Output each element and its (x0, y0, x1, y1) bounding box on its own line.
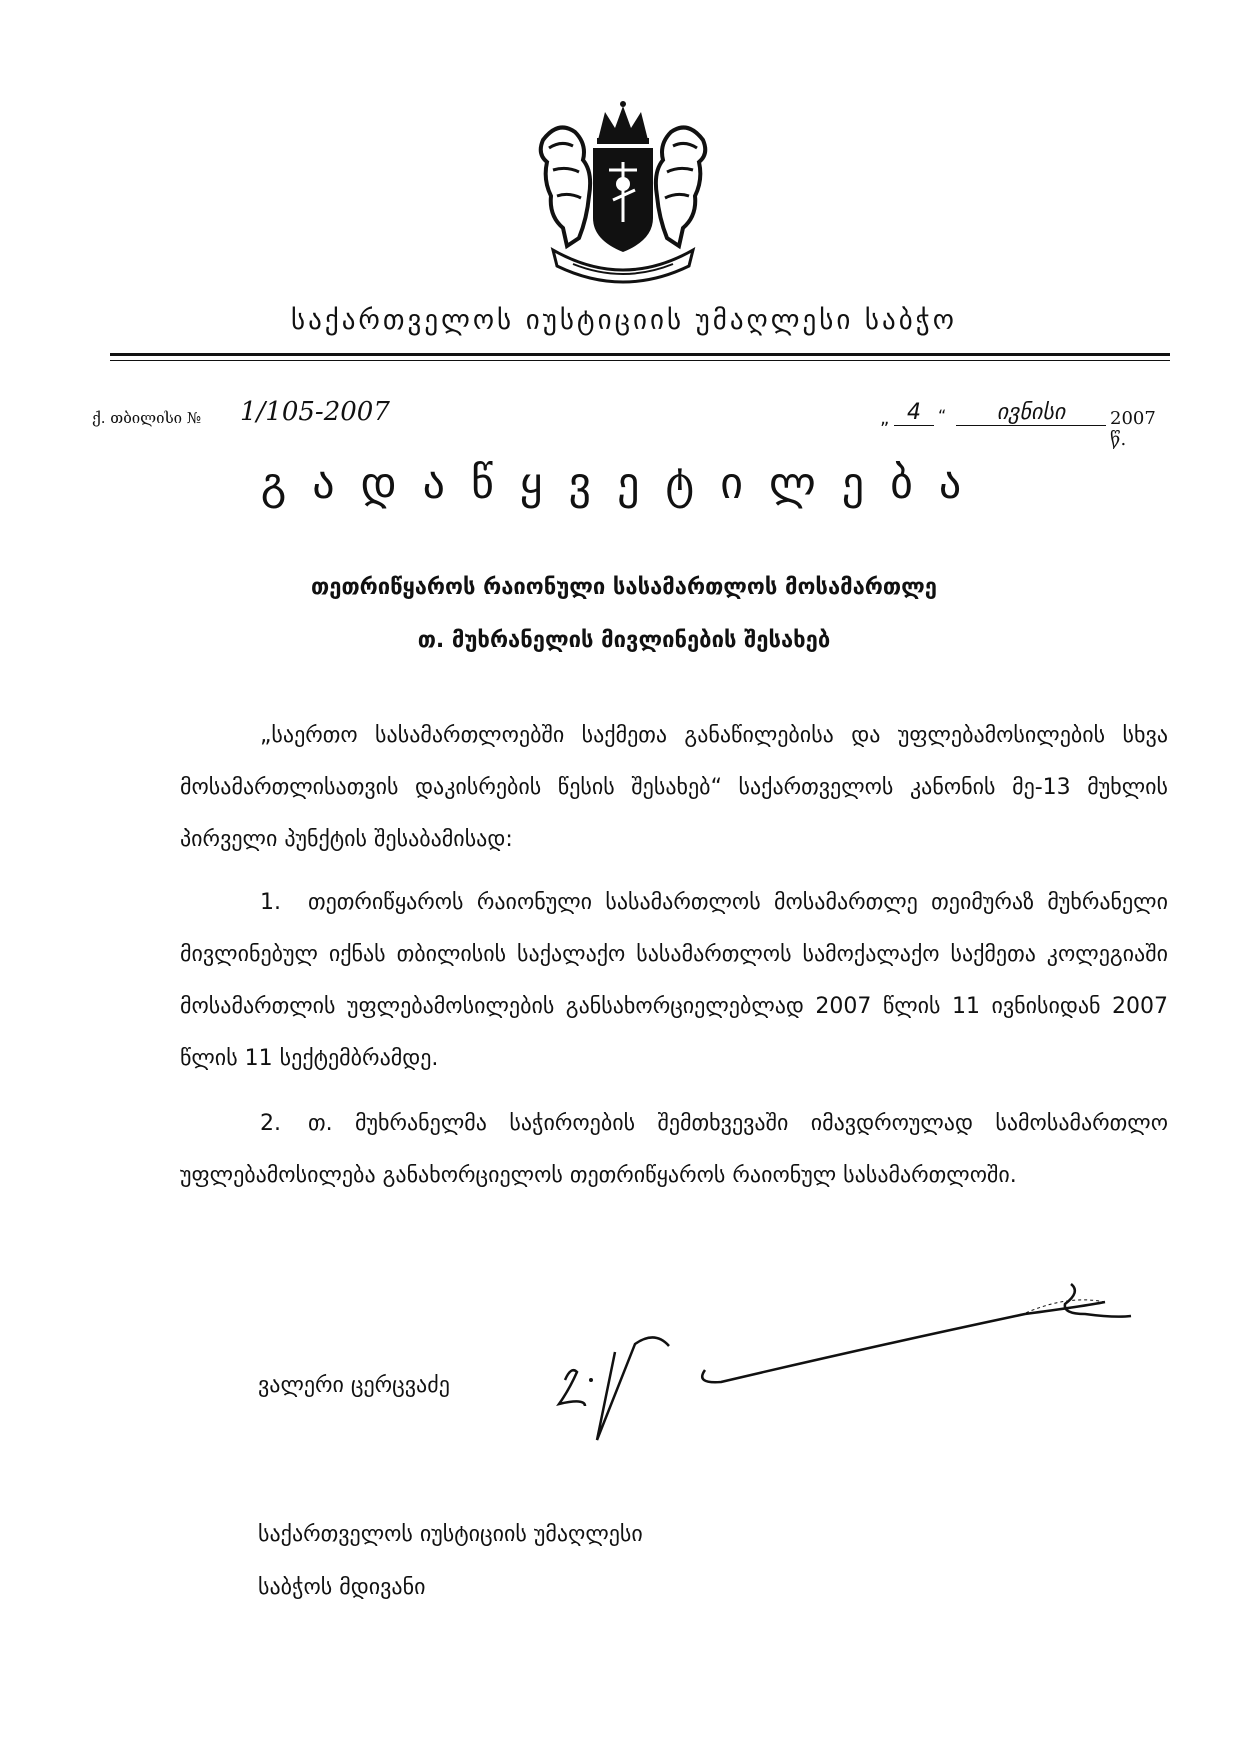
subject-line-1: თეთრიწყაროს რაიონული სასამართლოს მოსამართლე (311, 575, 937, 600)
date-day: 4 (894, 400, 934, 426)
handwritten-signature (545, 1280, 1185, 1460)
signer-name: ვალერი ცერცვაძე (258, 1373, 450, 1398)
decision-item-2 (180, 1098, 1168, 1202)
date-year: 2007 წ. (1110, 408, 1156, 450)
decision-item-1 (180, 877, 1168, 1085)
preamble-paragraph: „საერთო სასამართლოებში საქმეთა განაწილებისა და უფლებამოსილების სხვა მოსამართლისათვის დაკისრების წესის შესახებ“ საქართველოს კანონის მე-13 მუხლის პირველი პუნქტის შესაბამისად: (180, 723, 1168, 852)
signer-position-line-1: საქართველოს იუსტიციის უმაღლესი (258, 1522, 643, 1547)
item-text: თეთრიწყაროს რაიონული სასამართლოს მოსამართლე თეიმურაზ მუხრანელი მივლინებულ იქნას თბილისის საქალაქო სასამართლოს სამოქალაქო საქმეთა კოლეგიაში მოსამართლის უფლებამოსილების განსახორციელებლად 2007 წლის 11 ივნისიდან 2007 წლის 11 სექტემბრამდე. (180, 890, 1168, 1071)
date-month: ივნისი (956, 400, 1106, 426)
signer-position-line-2: საბჭოს მდივანი (258, 1575, 426, 1600)
date-close-quote: “ (938, 406, 947, 425)
document-number: 1/105-2007 (240, 397, 390, 427)
subject-line-2: თ. მუხრანელის მივლინების შესახებ (417, 628, 831, 653)
item-number: 2. (260, 1111, 281, 1136)
coat-of-arms-emblem (513, 100, 733, 290)
item-text: თ. მუხრანელმა საჭიროების შემთხვევაში იმავდროულად სამოსამართლო უფლებამოსილება განახორციელოს თეთრიწყაროს რაიონულ სასამართლოში. (180, 1111, 1168, 1188)
item-number: 1. (260, 890, 281, 915)
document-title: გადაწყვეტილება (260, 458, 988, 509)
date-open-quote: „ (880, 408, 890, 429)
place-label: ქ. თბილისი № (92, 409, 202, 427)
header-divider-thin (110, 360, 1170, 361)
issuing-body-name: საქართველოს იუსტიციის უმაღლესი საბჭო (291, 305, 957, 336)
document-date (880, 400, 1170, 450)
header-divider-thick (110, 353, 1170, 356)
